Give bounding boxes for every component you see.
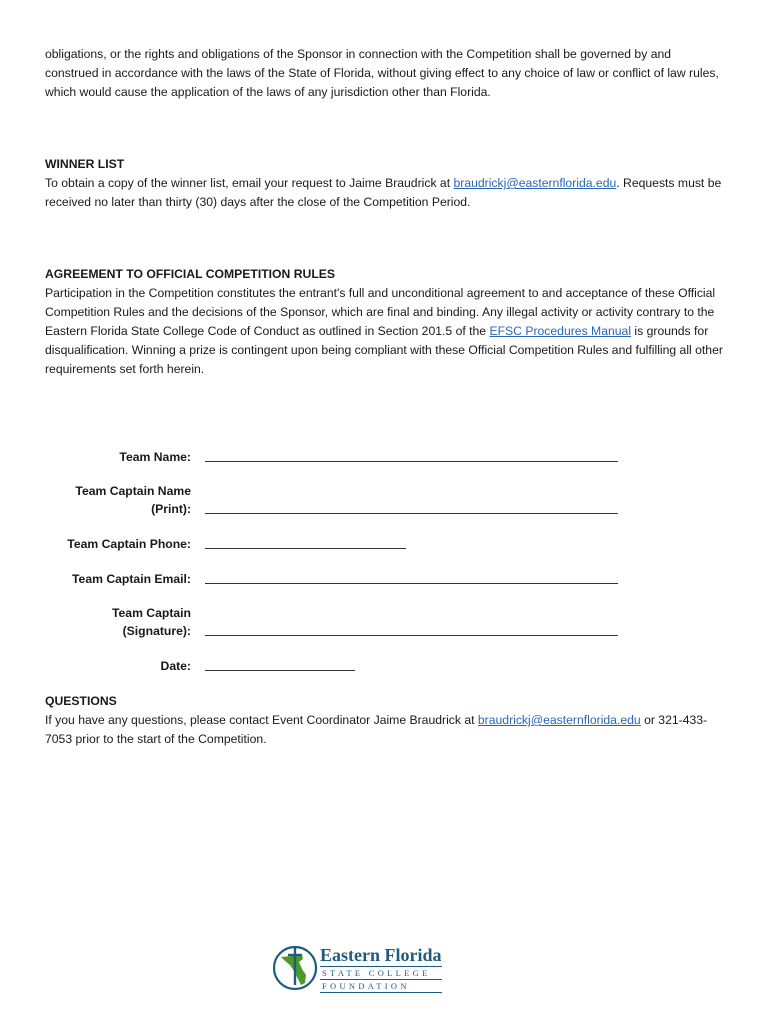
governing-law-text: obligations, or the rights and obligations of the Sponsor in connection with the Competition shall be governed by and construed in accordance with the laws of the State of Florida, without giving effect to any choice of law or conflict of law rules, which would cause the application of the laws of any jurisdiction other than Florida. bbox=[45, 47, 719, 99]
team-name-label: Team Name: bbox=[119, 450, 191, 464]
winner-list-text-after: . Requests must be received no later than thirty (30) days after the close of the Competition Period. bbox=[45, 176, 722, 209]
agreement-text-before: Participation in the Competition constitutes the entrant's full and unconditional agreement to and acceptance of these Official Competition Rules and the decisions of the Sponsor, which are final and binding. Any illegal activity or activity contrary to the Eastern Florida State College Code of Conduct as outlined in Section 201.5 of the bbox=[45, 286, 716, 338]
captain-signature-label-line1: Team Captain bbox=[111, 606, 191, 620]
questions-heading: QUESTIONS bbox=[45, 694, 117, 708]
logo-subtitle-foundation: FOUNDATION bbox=[320, 980, 442, 993]
winner-list-text-before: To obtain a copy of the winner list, email your request to Jaime Braudrick at bbox=[45, 176, 454, 190]
procedures-manual-link[interactable]: EFSC Procedures Manual bbox=[489, 324, 632, 338]
questions-text bbox=[45, 711, 725, 749]
questions-text-after: or 321-433-7053 prior to the start of the Competition. bbox=[45, 713, 708, 746]
agreement-text-after: is grounds for disqualification. Winning a prize is contingent upon being compliant with these Official Competition Rules and fulfilling all other requirements set forth herein. bbox=[45, 324, 723, 376]
captain-name-row bbox=[45, 482, 665, 518]
captain-phone-row bbox=[45, 534, 665, 553]
efsc-foundation-logo bbox=[272, 941, 462, 993]
agreement-heading: AGREEMENT TO OFFICIAL COMPETITION RULES bbox=[45, 267, 336, 281]
captain-phone-label: Team Captain Phone: bbox=[67, 537, 191, 551]
agreement-section bbox=[45, 265, 725, 379]
captain-email-label: Team Captain Email: bbox=[72, 572, 191, 586]
questions-email-link[interactable]: braudrickj@easternflorida.edu bbox=[477, 713, 641, 727]
logo-title: Eastern Florida bbox=[320, 945, 442, 965]
date-label: Date: bbox=[160, 659, 191, 673]
captain-name-label bbox=[45, 482, 205, 518]
team-form bbox=[45, 447, 665, 691]
questions-text-before: If you have any questions, please contact Event Coordinator Jaime Braudrick at bbox=[45, 713, 478, 727]
logo-wordmark bbox=[320, 945, 442, 993]
winner-list-section bbox=[45, 155, 725, 212]
governing-law-section bbox=[45, 45, 725, 102]
captain-phone-field[interactable] bbox=[205, 534, 406, 549]
logo-subtitle-college: STATE COLLEGE bbox=[320, 966, 442, 980]
document-body bbox=[45, 45, 725, 379]
captain-name-field[interactable] bbox=[205, 499, 618, 514]
winner-list-heading: WINNER LIST bbox=[45, 157, 125, 171]
questions-section bbox=[45, 692, 725, 749]
captain-name-label-line2: (Print): bbox=[151, 502, 191, 516]
winner-list-email-link[interactable]: braudrickj@easternflorida.edu bbox=[453, 176, 617, 190]
florida-seal-icon bbox=[272, 941, 318, 993]
captain-signature-label bbox=[45, 604, 205, 640]
captain-email-field[interactable] bbox=[205, 569, 618, 584]
winner-list-text bbox=[45, 174, 725, 212]
agreement-text bbox=[45, 284, 725, 379]
team-name-field[interactable] bbox=[205, 447, 618, 462]
captain-name-label-line1: Team Captain Name bbox=[75, 484, 191, 498]
date-field[interactable] bbox=[205, 656, 355, 671]
captain-signature-row bbox=[45, 604, 665, 640]
captain-email-row bbox=[45, 569, 665, 588]
team-name-row bbox=[45, 447, 665, 466]
captain-signature-label-line2: (Signature): bbox=[122, 624, 191, 638]
date-row bbox=[45, 656, 665, 675]
captain-signature-field[interactable] bbox=[205, 621, 618, 636]
